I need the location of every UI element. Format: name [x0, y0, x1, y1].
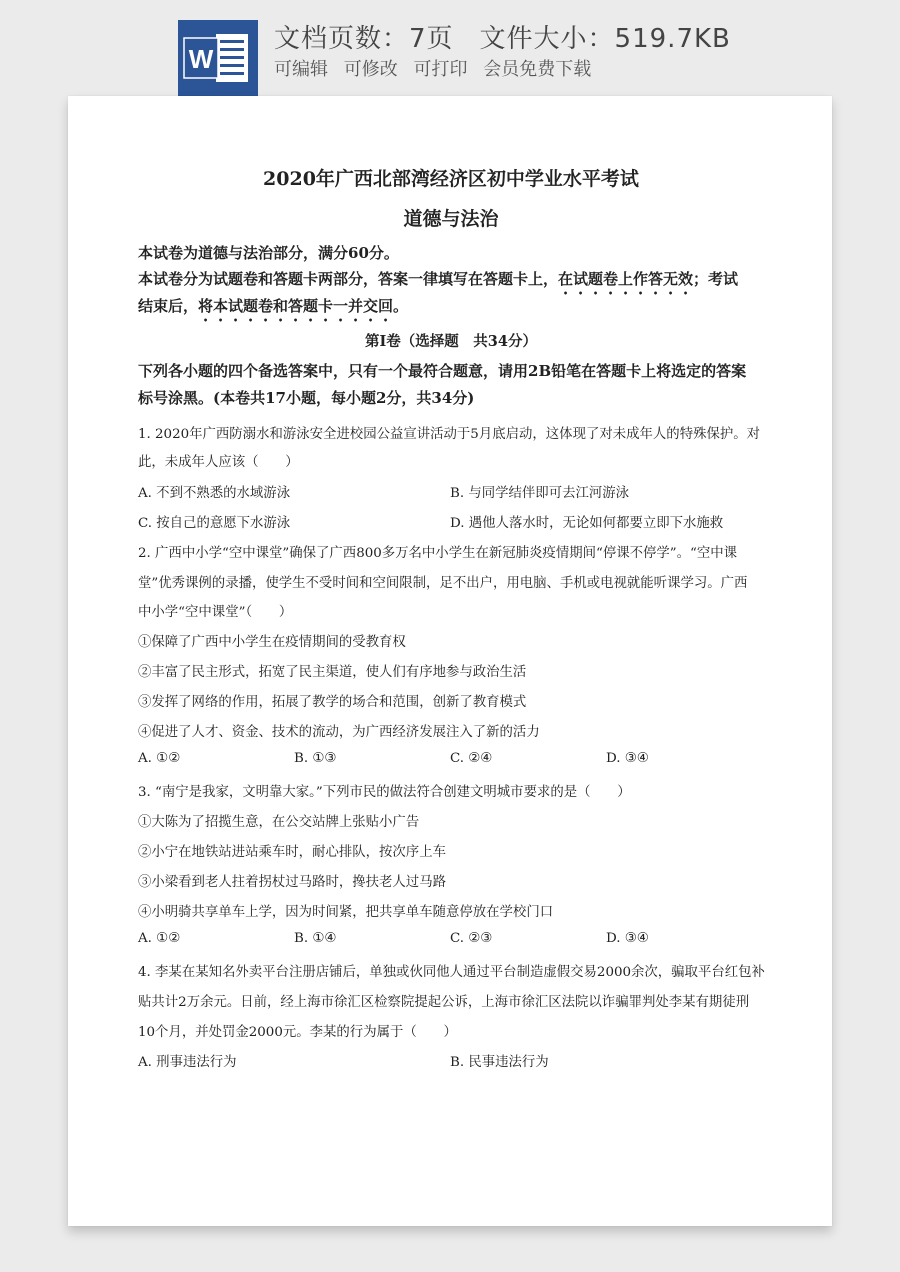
question-3-option-a: A. ①② — [138, 931, 181, 946]
intro-line-2: 本试卷分为试题卷和答题卡两部分，答案一律填写在答题卡上，在试题卷上作答无效；考试 — [138, 270, 739, 288]
exam-subject: 道德与法治 — [403, 208, 499, 230]
intro-line-1: 本试卷为道德与法治部分，满分60分。 — [138, 244, 399, 262]
question-3-item: ③小梁看到老人拄着拐杖过马路时，搀扶老人过马路 — [138, 875, 446, 890]
file-size: 文件大小：519.7KB — [479, 24, 731, 54]
question-2-line: 中小学“空中课堂”（ ） — [138, 605, 293, 620]
question-4-line: 贴共计2万余元。日前，经上海市徐汇区检察院提起公诉，上海市徐汇区法院以诈骗罪判处李某有期徒刑 — [138, 995, 750, 1010]
question-2-item: ①保障了广西中小学生在疫情期间的受教育权 — [138, 635, 406, 650]
question-4-option-a: A. 刑事违法行为 — [138, 1055, 237, 1070]
question-2-option-b: B. ①③ — [294, 751, 337, 766]
download-banner — [0, 0, 900, 100]
question-3-option-d: D. ③④ — [606, 931, 649, 946]
intro-line-3: 结束后，将本试题卷和答题卡一并交回。 — [138, 297, 409, 315]
question-4-line: 4. 李某在某知名外卖平台注册店铺后，单独或伙同他人通过平台制造虚假交易2000余次，骗取平台红包补 — [138, 965, 765, 980]
feature-modifiable: 可修改 — [343, 59, 398, 80]
question-2-option-d: D. ③④ — [606, 751, 649, 766]
document-page — [68, 96, 832, 1226]
feature-printable: 可打印 — [413, 59, 468, 80]
page-count: 文档页数：7页 — [274, 24, 454, 54]
question-2-line: 2. 广西中小学“空中课堂”确保了广西800多万名中小学生在新冠肺炎疫情期间“停课不停学”。“空中课 — [138, 546, 738, 561]
instruction-line-2: 标号涂黑。(本卷共17小题，每小题2分，共34分) — [138, 389, 475, 407]
emphasis-text: 将本试题卷和答题卡一并交回 — [198, 297, 394, 315]
question-1-line: 1. 2020年广西防溺水和游泳安全进校园公益宣讲活动于5月底启动，这体现了对未成年人的特殊保护。对 — [138, 427, 761, 442]
question-3-item: ④小明骑共享单车上学，因为时间紧，把共享单车随意停放在学校门口 — [138, 905, 554, 920]
question-1-line: 此，未成年人应该（ ） — [138, 455, 299, 470]
word-icon-letter: W — [188, 44, 214, 74]
section-heading: 第Ⅰ卷（选择题 共34分） — [365, 333, 537, 350]
question-4-line: 10个月，并处罚金2000元。李某的行为属于（ ） — [138, 1025, 457, 1040]
question-3-item: ①大陈为了招揽生意，在公交站牌上张贴小广告 — [138, 815, 420, 830]
question-2-item: ③发挥了网络的作用，拓展了教学的场合和范围，创新了教育模式 — [138, 695, 527, 710]
question-2-option-c: C. ②④ — [450, 751, 493, 766]
feature-editable: 可编辑 — [274, 59, 328, 80]
question-2-item: ②丰富了民主形式，拓宽了民主渠道，使人们有序地参与政治生活 — [138, 665, 527, 680]
question-3-option-b: B. ①④ — [294, 931, 337, 946]
question-2-line: 堂”优秀课例的录播，使学生不受时间和空间限制，足不出户，用电脑、手机或电视就能听课学习。广西 — [138, 576, 748, 591]
question-2-option-a: A. ①② — [138, 751, 181, 766]
question-1-option-c: C. 按自己的意愿下水游泳 — [138, 516, 291, 531]
question-1-option-d: D. 遇他人落水时，无论如何都要立即下水施救 — [450, 516, 724, 531]
instruction-line-1: 下列各小题的四个备选答案中，只有一个最符合题意，请用2B铅笔在答题卡上将选定的答案 — [138, 362, 747, 380]
question-4-option-b: B. 民事违法行为 — [450, 1055, 549, 1070]
question-1-option-a: A. 不到不熟悉的水域游泳 — [138, 486, 291, 501]
feature-list — [274, 55, 601, 81]
emphasis-text: 在试题卷上作答无效 — [558, 270, 694, 288]
question-2-item: ④促进了人才、资金、技术的流动，为广西经济发展注入了新的活力 — [138, 725, 540, 740]
exam-title: 2020年广西北部湾经济区初中学业水平考试 — [263, 168, 639, 190]
question-3-option-c: C. ②③ — [450, 931, 493, 946]
question-1-option-b: B. 与同学结伴即可去江河游泳 — [450, 486, 630, 501]
feature-member-download: 会员免费下载 — [483, 59, 592, 80]
question-3-line: 3. “南宁是我家，文明靠大家。”下列市民的做法符合创建文明城市要求的是（ ） — [138, 785, 631, 800]
question-3-item: ②小宁在地铁站进站乘车时，耐心排队，按次序上车 — [138, 845, 446, 860]
word-document-icon — [178, 20, 258, 96]
file-info — [274, 18, 731, 55]
